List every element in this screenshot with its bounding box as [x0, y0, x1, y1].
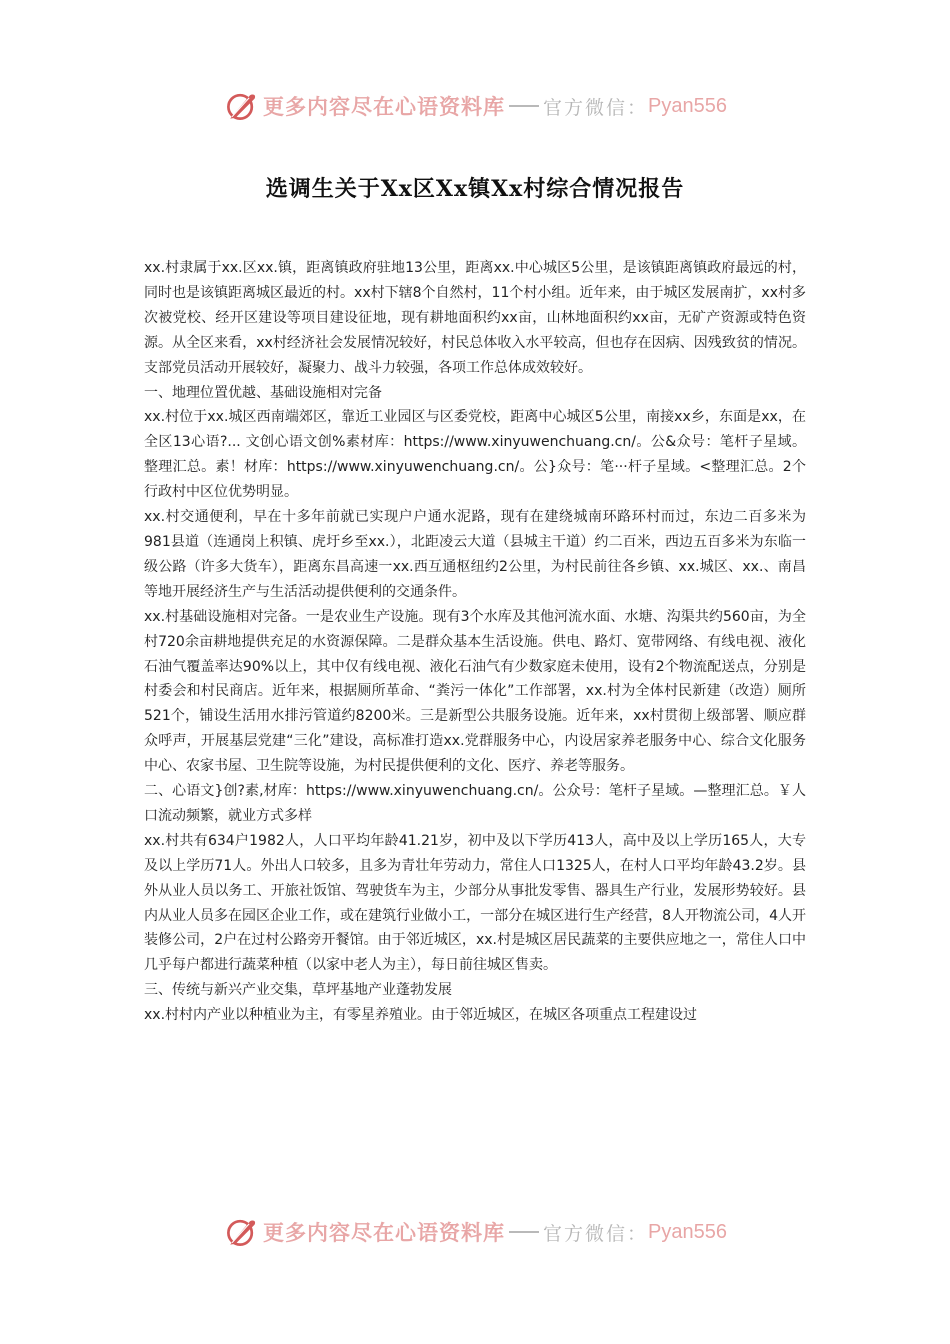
- document-body: [144, 256, 806, 1028]
- header-banner: [0, 86, 950, 126]
- wechat-id: Pyan556: [648, 94, 727, 117]
- paragraph-location: xx.村位于xx.城区西南端郊区，靠近工业园区与区委党校，距离中心城区5公里，南接xx乡，东面是xx，在全区13心语?... 文创心语文创%素材库：https://www.xinyuwenchuang.cn/。公&众号：笔杆子星域。整理汇总。素！材库：https://www.xinyuwenchuang.cn/。公}众号：笔···杆子星域。<整理汇总。2个行政村中区位优势明显。: [144, 409, 806, 501]
- wechat-label: 官方微信：: [543, 1222, 649, 1245]
- quill-logo-icon: [223, 88, 259, 124]
- banner-separator: [509, 1231, 539, 1233]
- section-heading-3: 三、传统与新兴产业交集，草坪基地产业蓬勃发展: [144, 982, 452, 999]
- paragraph-population: xx.村共有634户1982人，人口平均年龄41.21岁，初中及以下学历413人，高中及以上学历165人，大专及以上学历71人。外出人口较多，且多为青壮年劳动力，常住人口1325人，在村人口平均年龄43.2岁。县外从业人员以务工、开旅社饭馆、驾驶货车为主，少部分从事批发零售、器具生产行业，发展形势较好。县内从业人员多在园区企业工作，或在建筑行业做小工，一部分在城区进行生产经营，8人开物流公司，4人开装修公司，2户在过村公路旁开餐馆。由于邻近城区，xx.村是城区居民蔬菜的主要供应地之一，常住人口中几乎每户都进行蔬菜种植（以家中老人为主），每日前往城区售卖。: [144, 832, 806, 974]
- paragraph-transport: xx.村交通便利，早在十多年前就已实现户户通水泥路，现有在建绕城南环路环村而过，东边二百多米为981县道（连通岗上积镇、虎圩乡至xx.），北距凌云大道（县城主干道）约二百米，西边五百多米为东临一级公路（许多大货车），距离东昌高速一xx.西互通枢纽约2公里，为村民前往各乡镇、xx.城区、xx.、南昌等地开展经济生产与生活活动提供便利的交通条件。: [144, 509, 806, 600]
- brand-text: 更多内容尽在心语资料库: [263, 94, 505, 119]
- banner-separator: [509, 105, 539, 107]
- section-heading-1: 一、地理位置优越、基础设施相对完备: [144, 384, 382, 401]
- brand-text: 更多内容尽在心语资料库: [263, 1220, 505, 1245]
- paragraph-industry: xx.村村内产业以种植业为主，有零星养殖业。由于邻近城区，在城区各项重点工程建设过: [144, 1007, 698, 1024]
- quill-logo-icon: [223, 1214, 259, 1250]
- section-heading-2: 二、心语文}创?素,材库：https://www.xinyuwenchuang.cn/。公众号：笔杆子星域。—整理汇总。￥人口流动频繁，就业方式多样: [144, 783, 806, 824]
- paragraph-intro: xx.村隶属于xx.区xx.镇，距离镇政府驻地13公里，距离xx.中心城区5公里，是该镇距离镇政府最远的村，同时也是该镇距离城区最近的村。xx村下辖8个自然村，11个村小组。近年来，由于城区发展南扩，xx村多次被党校、经开区建设等项目建设征地，现有耕地面积约xx亩，山林地面积约xx亩，无矿产资源或特色资源。从全区来看，xx村经济社会发展情况较好，村民总体收入水平较高，但也存在因病、因残致贫的情况。支部党员活动开展较好，凝聚力、战斗力较强，各项工作总体成效较好。: [144, 260, 806, 376]
- page-title: 选调生关于Xx区Xx镇Xx村综合情况报告: [265, 176, 685, 202]
- paragraph-infrastructure: xx.村基础设施相对完备。一是农业生产设施。现有3个水库及其他河流水面、水塘、沟渠共约560亩，为全村720余亩耕地提供充足的水资源保障。二是群众基本生活设施。供电、路灯、宽带网络、有线电视、液化石油气覆盖率达90%以上，其中仅有线电视、液化石油气有少数家庭未使用，设有2个物流配送点，分别是村委会和村民商店。近年来，根据厕所革命、“粪污一体化”工作部署，xx.村为全体村民新建（改造）厕所521个，铺设生活用水排污管道约8200米。三是新型公共服务设施。近年来，xx村贯彻上级部署、顺应群众呼声，开展基层党建“三化”建设，高标准打造xx.党群服务中心，内设居家养老服务中心、综合文化服务中心、农家书屋、卫生院等设施，为村民提供便利的文化、医疗、养老等服务。: [144, 608, 806, 775]
- wechat-label: 官方微信：: [543, 96, 649, 119]
- wechat-id: Pyan556: [648, 1220, 727, 1243]
- footer-banner: [0, 1212, 950, 1252]
